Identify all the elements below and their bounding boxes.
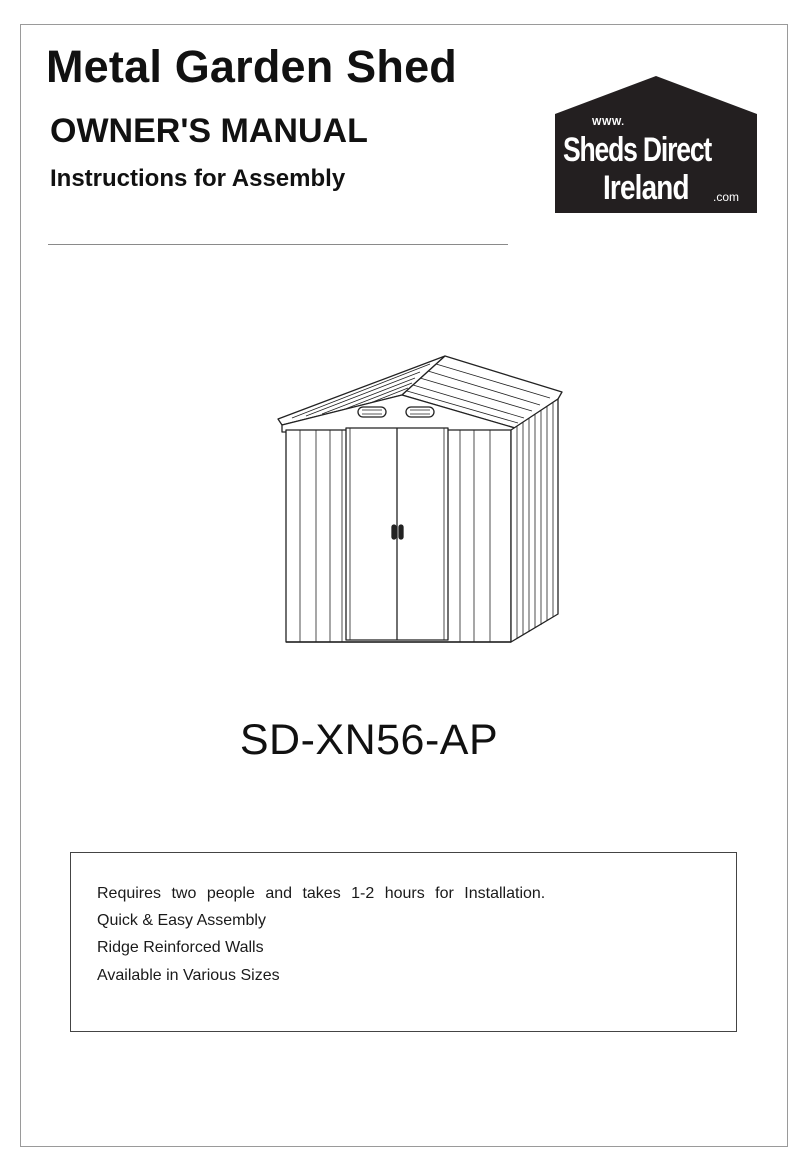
- features-list: [97, 884, 545, 993]
- document-subsubtitle: Instructions for Assembly: [50, 165, 346, 192]
- document-title: Metal Garden Shed: [46, 41, 457, 92]
- shed-illustration: [270, 352, 570, 648]
- logo-www: WWW.: [592, 117, 625, 128]
- feature-item: Available in Various Sizes: [97, 966, 280, 984]
- document-subtitle: OWNER'S MANUAL: [50, 112, 368, 150]
- logo-line-2: Ireland: [603, 169, 689, 207]
- brand-logo: [555, 76, 757, 213]
- logo-suffix: .com: [713, 190, 740, 204]
- feature-item: Ridge Reinforced Walls: [97, 939, 264, 957]
- feature-item: Requires two people and takes 1-2 hours for Installation.: [97, 885, 546, 902]
- features-box: [70, 852, 737, 1032]
- header-divider: [48, 244, 508, 245]
- logo-line-1: Sheds Direct: [563, 131, 712, 169]
- model-number: SD-XN56-AP: [239, 716, 499, 764]
- feature-item: Quick & Easy Assembly: [97, 912, 266, 930]
